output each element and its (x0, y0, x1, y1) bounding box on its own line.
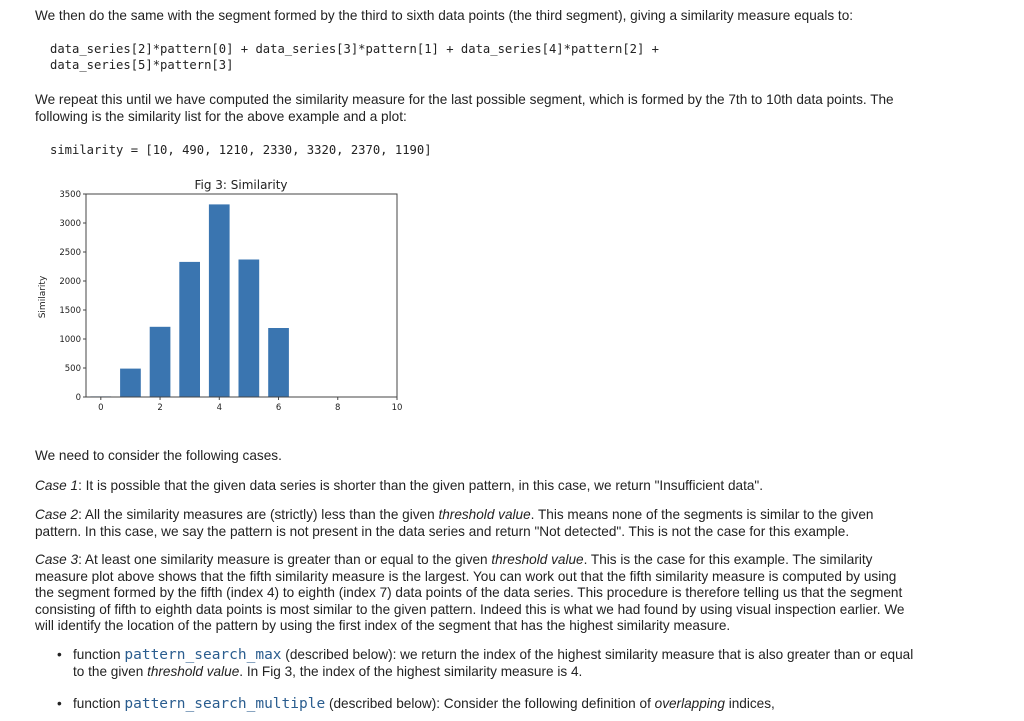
bullet-prefix: function (73, 696, 125, 711)
chart-bar (120, 369, 141, 397)
bullet-text: (described below): Consider the following definition of (325, 696, 655, 711)
chart-y-axis-label: Similarity (38, 275, 48, 319)
chart-x-tick-label: 2 (157, 403, 163, 413)
chart-x-ticks (98, 397, 402, 413)
list-item (55, 696, 915, 713)
chart-x-tick-label: 8 (335, 403, 341, 413)
chart-y-tick-label: 0 (75, 393, 81, 403)
chart-x-tick-label: 10 (391, 403, 403, 413)
similarity-bar-chart (30, 175, 420, 420)
chart-x-tick-label: 6 (275, 403, 282, 413)
chart-x-tick-label: 0 (98, 403, 104, 413)
case-2-emphasis: threshold value (438, 507, 531, 522)
code-block-segment-formula (50, 41, 659, 73)
intro-paragraph (35, 8, 915, 25)
bullet-emphasis: threshold value (147, 663, 240, 679)
chart-y-ticks (59, 190, 86, 403)
code-line: data_series[2]*pattern[0] + data_series[3]*pattern[1] + data_series[4]*pattern[2] + (50, 42, 660, 56)
cases-intro (35, 448, 915, 465)
code-block-similarity-list (50, 142, 432, 158)
case-3-label: Case 3 (35, 552, 79, 567)
chart-y-tick-label: 3000 (59, 219, 81, 229)
bullet-prefix: function (73, 647, 125, 662)
chart-title: Fig 3: Similarity (194, 178, 288, 192)
chart-y-tick-label: 3500 (59, 190, 81, 200)
intro-text: We then do the same with the segment formed by the third to sixth data points (the third segment), giving a similarity measure equals to: (35, 8, 854, 23)
function-name-pattern-search-max: pattern_search_max (124, 647, 282, 663)
case-3-text-continued: . This is the case for this example. The similarity measure plot above shows that the fifth similarity measure is the largest. You can work out that the fifth similarity measure is computed by using the segment formed by the fifth (index 4) to eighth (index 7) data points of the data series. This procedure is therefore telling us that the segment consisting of fifth to eighth data points is most similar to the given pattern. Indeed this is what we had found by using visual inspection earlier. We will identify the location of the pattern by using the first index of the segment that has the highest similarity measure. (35, 552, 905, 633)
code-line: data_series[5]*pattern[3] (50, 58, 234, 72)
chart-y-tick-label: 500 (64, 364, 81, 374)
chart-bar (268, 328, 289, 397)
cases-intro-text: We need to consider the following cases. (35, 448, 282, 463)
chart-y-tick-label: 1000 (59, 335, 81, 345)
case-1-label: Case 1 (35, 478, 79, 493)
repeat-paragraph (35, 92, 915, 125)
code-line: similarity = [10, 490, 1210, 2330, 3320, 2370, 1190] (50, 143, 432, 157)
bullet-text-continued: indices, (724, 696, 775, 711)
bullet-text: (described below): we return the index of the highest similarity measure that is also greater than or equal to the given (73, 647, 914, 679)
chart-y-tick-label: 2000 (59, 277, 81, 287)
case-2-text-continued: . This means none of the segments is similar to the given pattern. In this case, we say the pattern is not present in the data series and return "Not detected". This is not the case for this example. (35, 507, 874, 539)
case-3-text: : At least one similarity measure is greater than or equal to the given (78, 552, 492, 567)
list-item (55, 647, 915, 680)
function-name-pattern-search-multiple: pattern_search_multiple (124, 696, 326, 712)
chart-bar (150, 327, 171, 397)
bullet-icon: • (57, 647, 62, 662)
case-2-paragraph (35, 507, 915, 540)
chart-bars (90, 204, 289, 397)
chart-y-tick-label: 1500 (59, 306, 81, 316)
chart-bar (209, 204, 230, 397)
case-3-paragraph (35, 552, 915, 635)
case-1-text: : It is possible that the given data series is shorter than the given pattern, in this case, we return "Insufficient data". (78, 478, 764, 493)
case-2-label: Case 2 (35, 507, 79, 522)
case-2-text: : All the similarity measures are (strictly) less than the given (78, 507, 439, 522)
chart-y-tick-label: 2500 (59, 248, 81, 258)
case-1-paragraph (35, 478, 915, 495)
bullet-text-continued: . In Fig 3, the index of the highest similarity measure is 4. (239, 663, 583, 679)
case-3-emphasis: threshold value (491, 552, 584, 567)
chart-bar (239, 260, 260, 398)
bullet-icon: • (57, 696, 62, 711)
bullet-emphasis: overlapping (654, 696, 725, 711)
repeat-text: We repeat this until we have computed the similarity measure for the last possible segment, which is formed by the 7th to 10th data points. The following is the similarity list for the above example and a plot: (35, 92, 894, 124)
chart-bar (179, 262, 200, 397)
chart-x-tick-label: 4 (216, 403, 222, 413)
function-bullet-list (55, 647, 915, 713)
